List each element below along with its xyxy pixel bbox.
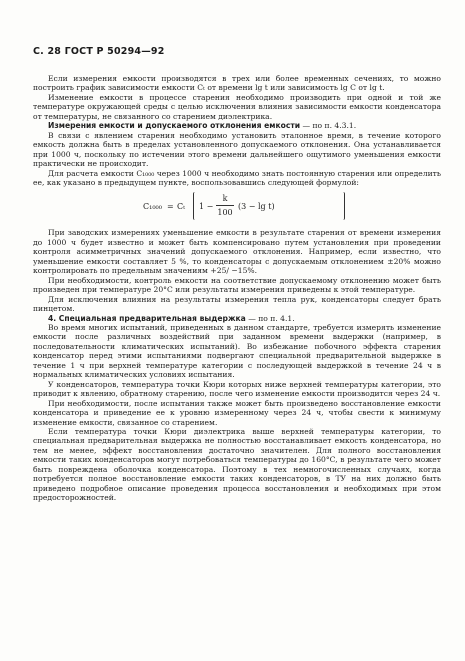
paragraph: Во время многих испытаний, приведенных в данном стандарте, требуется измерять изменение емкости после различных воздействий при заданном времени выдержки (например, в последовательности климатических испытаний). Во избежание побочного эффекта старения конденсатор перед этими испытаниями подвергают специальной предварительной выдержке в течение 1 ч при верхней температуре категории с последующей выдержкой в течение 24 ч в нормальных климатических условиях испытания. <box>33 322 441 380</box>
paragraph: Изменение емкости в процессе старения необходимо производить при одной и той же температуре окружающей среды с целью исключения влияния зависимости емкости конденсатора от температуры, не связанного со старением диэлектрика. <box>33 92 441 121</box>
heading-reference: — по п. 4.3.1. <box>300 121 357 131</box>
fraction-bar <box>216 205 234 206</box>
heading-reference: — по п. 4.1. <box>245 313 295 323</box>
formula-equals: = <box>167 202 174 212</box>
heading-text: Измерения емкости и допускаемого отклонения емкости <box>48 121 301 131</box>
formula-ct: Cₜ <box>177 202 186 212</box>
paragraph: Если измерения емкости производятся в трех или более временных сечениях, то можно построить график зависимости емкости Cₜ от времени lg t или зависимость lg C от lg t. <box>33 74 441 93</box>
paragraph: При необходимости, контроль емкости на соответствие допускаемому отклонению может быть произведен при температуре 20°C или результаты измерения приведены к этой температуре. <box>33 275 441 295</box>
paragraph: При заводских измерениях уменьшение емкости в результате старения от времени измерения до 1000 ч будет известно и может быть компенсировано путем установления при проведении контроля асимметричных значений допускаемого отклонения. Например, если известно, что уменьшение емкости составляет 5 %, то конденсаторы с допускаемым отклонением ±20% можно контролировать по предельным значениям +25/ −15%. <box>33 228 441 276</box>
paragraph: Для исключения влияния на результаты измерения тепла рук, конденсаторы следует брать пинцетом. <box>33 294 441 314</box>
paragraph: У конденсаторов, температура точки Кюри которых ниже верхней температуры категории, это приводит к явлению, обратному старению, после чего изменение емкости производится через 24 ч. <box>33 379 441 399</box>
page-header: С. 28 ГОСТ Р 50294—92 <box>33 46 165 57</box>
formula-lhs: C₁₀₀₀ <box>143 202 162 212</box>
section-heading-3 <box>33 121 441 130</box>
paragraph: Для расчета емкости C₁₀₀₀ через 1000 ч необходимо знать постоянную старения или определить ее, как указано в предыдущем пункте, воспользовавшись следующей формулой: <box>33 168 441 187</box>
formula-one: 1 − <box>199 202 214 212</box>
section-heading-4 <box>33 314 441 323</box>
document-body <box>33 74 441 503</box>
formula-fraction <box>216 193 234 218</box>
formula-denominator: 100 <box>217 208 233 218</box>
formula-paren: (3 − lg t) <box>238 202 275 212</box>
paragraph: В связи с явлением старения необходимо установить эталонное время, в течение которого емкость должна быть в пределах установленного допускаемого отклонения. Она устанавливается при 1000 ч, поскольку по истечении этого времени дальнейшего ощутимого уменьшения емкости практически не происходит. <box>33 130 441 169</box>
paragraph: Если температура точки Кюри диэлектрика выше верхней температуры категории, то специальная предварительная выдержка не полностью восстанавливает емкость конденсатора, но тем не менее, эффект восстановления достаточно значителен. Для полного восстановления емкости таких конденсаторов могут потребоваться температуры до 160°C, в результате чего может быть повреждена оболочка конденсатора. Поэтому в тех немногочисленных случаях, когда потребуется полное восстановление емкости таких конденсаторов, в ТУ на них должно быть приведено подробное описание проведения процесса восстановления и необходимых при этом предосторожностей. <box>33 426 441 503</box>
heading-text: 4. Специальная предварительная выдержка <box>48 313 246 323</box>
paragraph: При необходимости, после испытания также может быть произведено восстановление емкости конденсатора и приведение ее к уровню измеренному через 24 ч, чтобы свести к минимуму изменение емкости, связанное со старением. <box>33 398 441 427</box>
formula-numerator: k <box>222 194 228 204</box>
aging-formula <box>33 191 441 223</box>
